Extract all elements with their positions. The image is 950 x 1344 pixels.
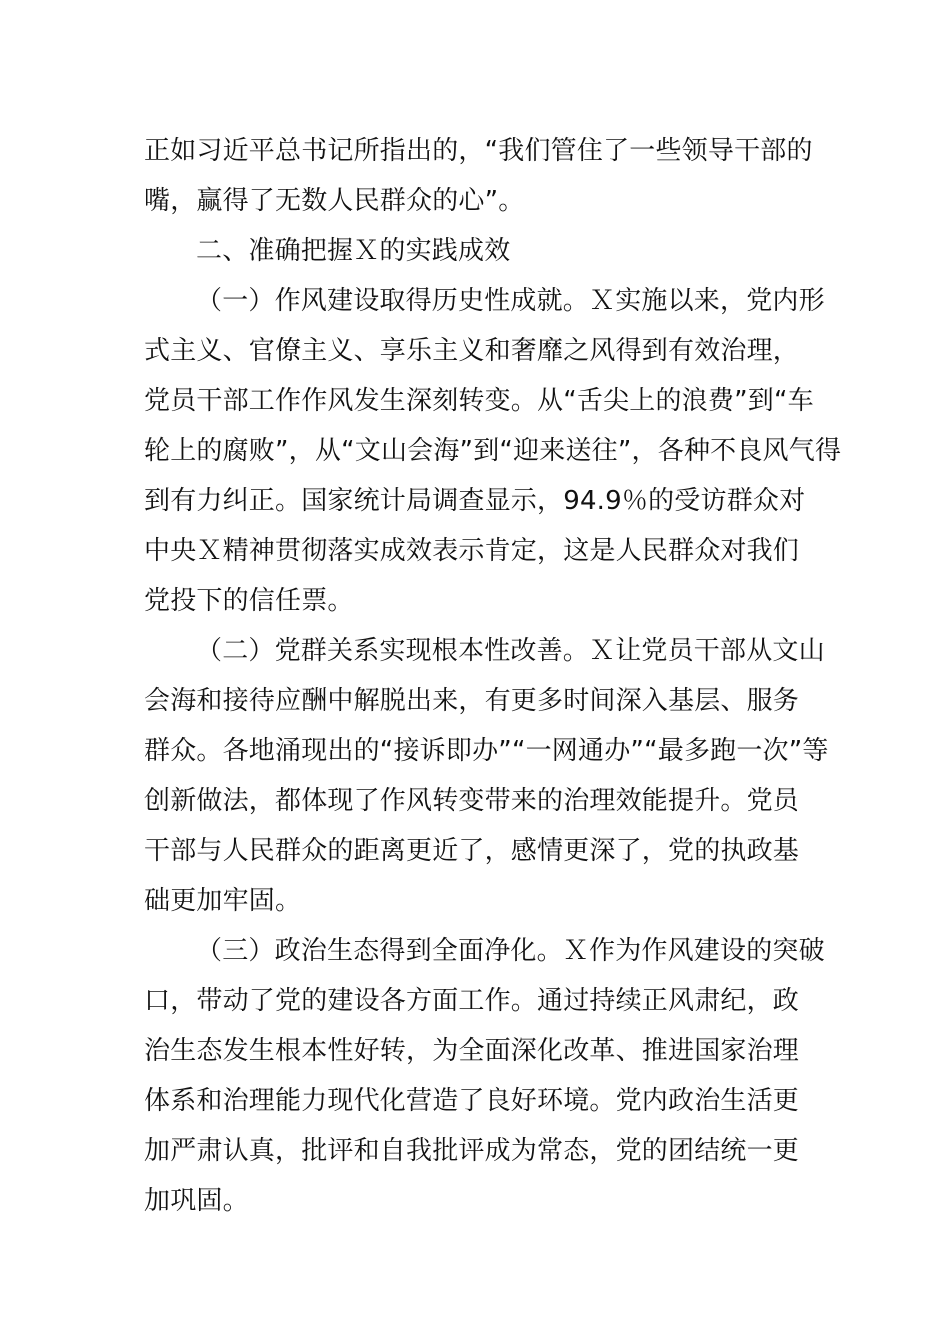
heading-line: 二、准确把握Ｘ的实践成效 [196, 236, 511, 266]
text-line: 群众。各地涌现出的“接诉即办”“一网通办”“最多跑一次”等 [144, 736, 829, 766]
text-line: （一）作风建设取得历史性成就。Ｘ实施以来，党内形 [196, 286, 825, 316]
text-line: 党投下的信任票。 [144, 586, 354, 616]
text-line: 会海和接待应酬中解脱出来，有更多时间深入基层、服务 [144, 686, 800, 716]
text-line: 治生态发生根本性好转，为全面深化改革、推进国家治理 [144, 1036, 800, 1066]
section-heading [144, 226, 808, 276]
text-line: 创新做法，都体现了作风转变带来的治理效能提升。党员 [144, 786, 800, 816]
text-line: 轮上的腐败”，从“文山会海”到“迎来送往”，各种不良风气得 [144, 436, 842, 466]
text-line: 础更加牢固。 [144, 886, 302, 916]
text-line: 加严肃认真，批评和自我批评成为常态，党的团结统一更 [144, 1136, 800, 1166]
text-line: 到有力纠正。国家统计局调查显示，94.9％的受访群众对 [144, 486, 806, 516]
document-body [144, 126, 842, 1226]
text-line: 加巩固。 [144, 1186, 249, 1216]
text-line: 口，带动了党的建设各方面工作。通过持续正风肃纪，政 [144, 986, 800, 1016]
text-line: 中央Ｘ精神贯彻落实成效表示肯定，这是人民群众对我们 [144, 536, 800, 566]
paragraph-continuation [144, 126, 813, 226]
text-line: 党员干部工作作风发生深刻转变。从“舌尖上的浪费”到“车 [144, 386, 814, 416]
text-line: 干部与人民群众的距离更近了，感情更深了，党的执政基 [144, 836, 800, 866]
text-line: 正如习近平总书记所指出的，“我们管住了一些领导干部的 [144, 136, 813, 166]
paragraph-three [144, 926, 825, 1226]
text-line: 嘴，赢得了无数人民群众的心”。 [144, 186, 525, 216]
text-line: 式主义、官僚主义、享乐主义和奢靡之风得到有效治理， [144, 336, 800, 366]
paragraph-one [144, 276, 842, 626]
text-line: （二）党群关系实现根本性改善。Ｘ让党员干部从文山 [196, 636, 825, 666]
paragraph-two [144, 626, 829, 926]
text-line: （三）政治生态得到全面净化。Ｘ作为作风建设的突破 [196, 936, 825, 966]
text-line: 体系和治理能力现代化营造了良好环境。党内政治生活更 [144, 1086, 800, 1116]
